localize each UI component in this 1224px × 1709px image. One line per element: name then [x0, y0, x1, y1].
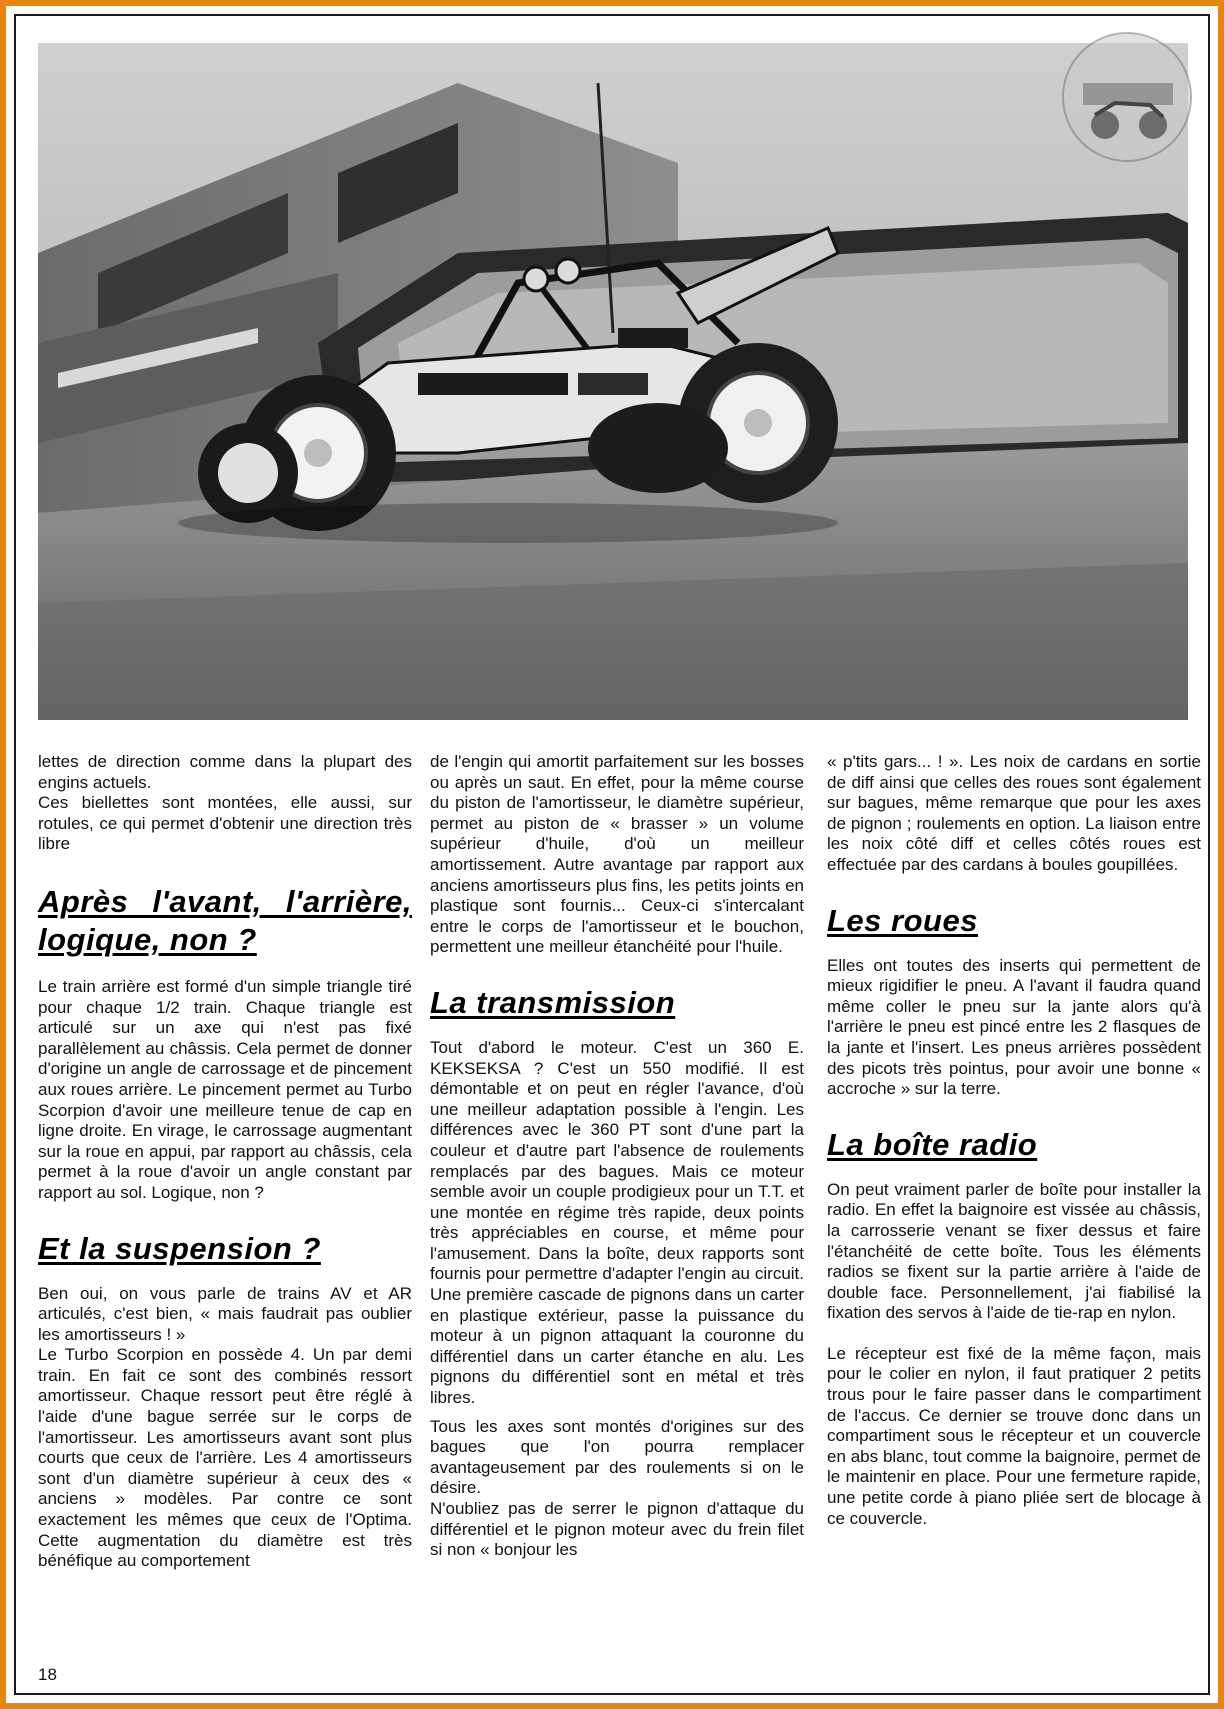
text-column-2: [430, 752, 804, 1561]
paragraph: Le Turbo Scorpion en possède 4. Un par demi train. En fait ce sont des combinés ressort amortisseur. Chaque ressort peut être réglé à l'aide d'une bague serrée sur le corps de l'amortisseur. Les amortisseurs avant sont plus courts que ceux de l'arrière. Les 4 amortisseurs sont d'un diamètre supérieur à ceux des « anciens » modèles. Par contre ce sont exactement les mêmes que ceux de l'Optima. Cette augmentation du diamètre est très bénéfique au comportement: [38, 1345, 412, 1571]
section-heading-boite-radio: La boîte radio: [827, 1126, 1038, 1162]
paragraph: Tout d'abord le moteur. C'est un 360 E. KEKSEKSA ? C'est un 550 modifié. Il est démontable et on peut en régler l'avance, d'où une meilleur adaptation possible à l'engin. Les différences avec le 360 PT sont d'une part la couleur et d'autre part l'absence de roulements remplacés par des bagues. Mais ce moteur semble avoir un couple prodigieux pour un T.T. et une montée en régime très rapide, deux points très appréciables en course, et même pour l'amusement. Dans la boîte, deux rapports sont fournis pour permettre d'adapter l'engin au circuit. Une première cascade de pignons dans un carter en plastique extérieur, passe la puissance du moteur à un pignon attaquant la couronne du différentiel dans un carter étanche en alu. Les pignons du différentiel sont en métal et très libres.: [430, 1037, 804, 1408]
paragraph: Le récepteur est fixé de la même façon, mais pour le colier en nylon, il faut pratiquer 2 petits trous pour le faire passer dans le compartiment de l'accus. Ce dernier se trouve donc dans un compartiment sous le récepteur et un couvercle en abs blanc, tout comme la baignoire, permet de le maintenir en place. Pour une fermeture rapide, une petite corde à piano pliée sert de blocage à ce couvercle.: [827, 1343, 1201, 1528]
paragraph: Elles ont toutes des inserts qui permettent de mieux rigidifier le pneu. A l'avant il faudra quand même coller le pneu sur la jante alors qu'à l'arrière le pneu est pincé entre les 2 flasques de la jante et l'insert. Les pneus arrières possèdent des picots très pointus, pour avoir une bonne « accroche » sur la terre.: [827, 955, 1201, 1099]
article-photo: [38, 43, 1188, 720]
paragraph: Tous les axes sont montés d'origines sur des bagues que l'on pourra remplacer avantageusement par des roulements si on le désire.: [430, 1416, 804, 1498]
page-number: 18: [38, 1665, 57, 1684]
section-heading-roues: Les roues: [827, 902, 978, 938]
section-heading-apres-lavant: Après l'avant, l'arrière, logique, non ?: [38, 883, 412, 957]
paragraph: de l'engin qui amortit parfaitement sur les bosses ou après un saut. En effet, pour la même course du piston de l'amortisseur, le diamètre supérieur, permet au piston de « brasser » un volume supérieur d'huile, d'où un meilleur amortissement. Autre avantage par rapport aux anciens amortisseurs plus fins, les petits joints en plastique sont fournis... Ceux-ci s'intercalant entre le corps de l'amortisseur et le bouchon, permettent une meilleur étanchéité pour l'huile.: [430, 752, 804, 957]
section-heading-transmission: La transmission: [430, 984, 676, 1020]
watermark-emblem-icon: [1055, 25, 1200, 170]
paragraph: Le train arrière est formé d'un simple triangle tiré pour chaque 1/2 train. Chaque triangle est articulé sur un axe qui n'est pas fixé parallèlement au châssis. Cela permet de donner d'origine un angle de carrossage et de pincement aux roues arrière. Le pincement permet au Turbo Scorpion d'avoir une meilleure tenue de cap en ligne droite. En virage, le carrossage augmentant sur la roue en appui, par rapport au châssis, cela permet à la roue d'avoir un angle constant par rapport au sol. Logique, non ?: [38, 976, 412, 1202]
paragraph: N'oubliez pas de serrer le pignon d'attaque du différentiel et le pignon moteur avec du frein filet si non « bonjour les: [430, 1499, 804, 1560]
paragraph: « p'tits gars... ! ». Les noix de cardans en sortie de diff ainsi que celles des roues sont également sur bagues, même remarque que pour les axes de pignon ; roulements en option. La liaison entre les noix côté diff et celles côtés roues est effectuée par des cardans à boules goupillées.: [827, 752, 1201, 874]
paragraph: On peut vraiment parler de boîte pour installer la radio. En effet la baignoire est vissée au châssis, la carrosserie venant se fixer dessus et faire l'étanchéité de cette boîte. Tous les éléments radios se fixent sur la partie arrière à l'aide de double face. Personnellement, j'ai fiabilisé la fixation des servos à l'aide de tie-rap en nylon.: [827, 1179, 1201, 1323]
paragraph: lettes de direction comme dans la plupart des engins actuels.: [38, 752, 412, 792]
paragraph: Ben oui, on vous parle de trains AV et AR articulés, c'est bien, « mais faudrait pas oublier les amortisseurs ! »: [38, 1283, 412, 1344]
text-column-1: [38, 752, 412, 1572]
section-heading-suspension: Et la suspension ?: [38, 1230, 321, 1266]
text-column-3: [827, 752, 1201, 1529]
rcmag-watermark-logo: [1055, 25, 1200, 170]
paragraph: Ces biellettes sont montées, elle aussi, sur rotules, ce qui permet d'obtenir une direction très libre: [38, 793, 412, 854]
buggy-photo-illustration: [38, 43, 1188, 720]
